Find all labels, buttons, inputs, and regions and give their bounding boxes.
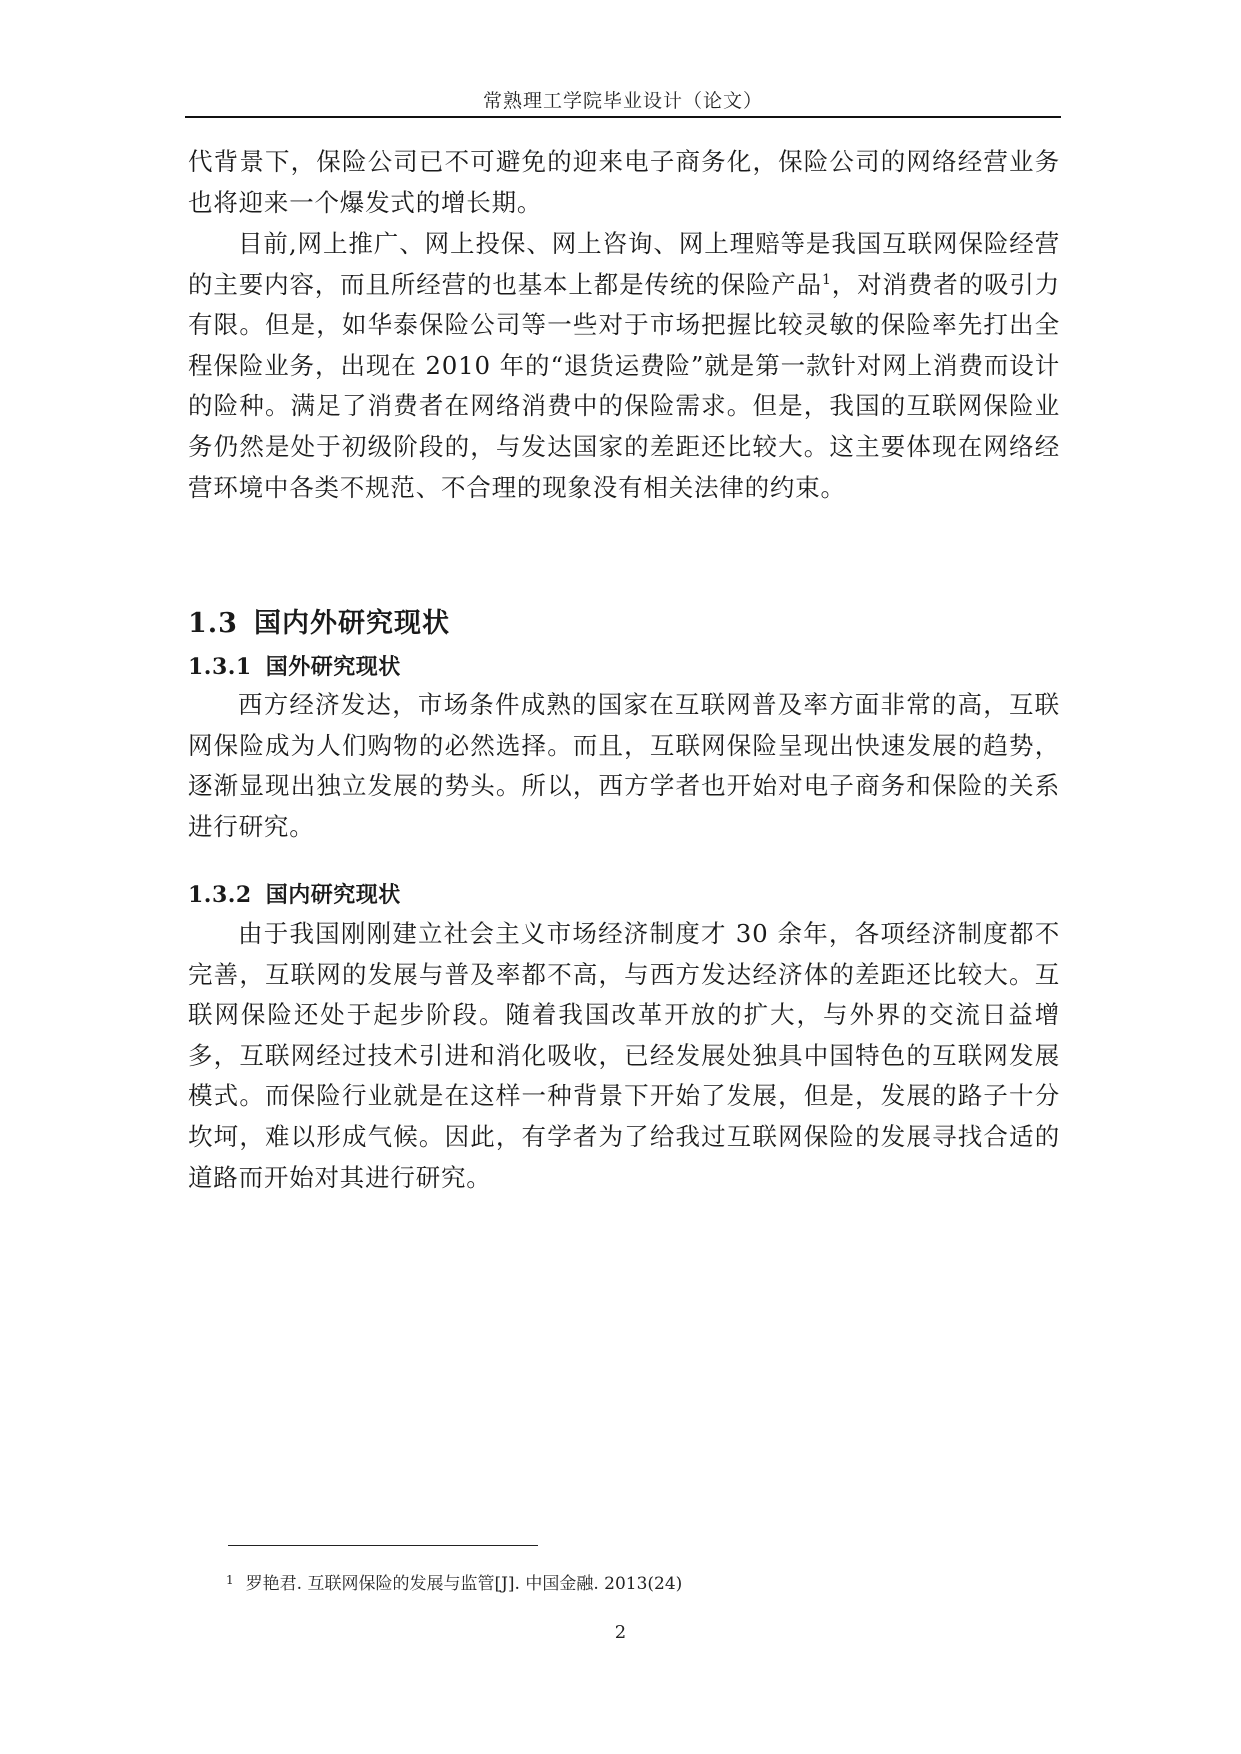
running-header: 常熟理工学院毕业设计（论文）	[482, 90, 763, 112]
subsection-heading-domestic	[188, 878, 401, 909]
paragraph-internet-insurance-status	[188, 224, 1060, 508]
footnote-text: 罗艳君. 互联网保险的发展与监管[J]. 中国金融. 2013(24)	[245, 1574, 683, 1594]
paragraph-foreign-research: 西方经济发达，市场条件成熟的国家在互联网普及率方面非常的高，互联网保险成为人们购物的必然选择。而且，互联网保险呈现出快速发展的趋势，逐渐显现出独立发展的势头。所以，西方学者也开始对电子商务和保险的关系进行研究。	[188, 690, 1060, 841]
section-heading	[188, 601, 450, 640]
page-number: 2	[614, 1622, 627, 1643]
paragraph-text-part2: ，对消费者的吸引力有限。但是，如华泰保险公司等一些对于市场把握比较灵敏的保险率先打出全程保险业务，出现在 2010 年的“退货运费险”就是第一款针对网上消费而设计的险种。满足了消费者在网络消费中的保险需求。但是，我国的互联网保险业务仍然是处于初级阶段的，与发达国家的差距还比较大。这主要体现在网络经营环境中各类不规范、不合理的现象没有相关法律的约束。	[188, 269, 1060, 502]
header-rule	[185, 116, 1061, 118]
section-title: 国内外研究现状	[253, 608, 450, 639]
section-number: 1.3	[188, 608, 238, 639]
footnote-mark: 1	[226, 1573, 234, 1587]
footnote	[226, 1569, 682, 1594]
subsection-title: 国内研究现状	[265, 882, 401, 908]
footnote-reference[interactable]: 1	[822, 271, 832, 288]
paragraph-text-part1: 目前,网上推广、网上投保、网上咨询、网上理赔等是我国互联网保险经营的主要内容，而且所经营的也基本上都是传统的保险产品	[188, 229, 1060, 299]
footnote-rule	[228, 1545, 538, 1546]
paragraph-continuation: 代背景下，保险公司已不可避免的迎来电子商务化，保险公司的网络经营业务也将迎来一个爆发式的增长期。	[188, 147, 1060, 217]
subsection-title: 国外研究现状	[265, 654, 401, 680]
subsection-heading-foreign	[188, 650, 401, 681]
subsection-number: 1.3.1	[188, 654, 252, 680]
subsection-number: 1.3.2	[188, 882, 252, 908]
paragraph-domestic-research: 由于我国刚刚建立社会主义市场经济制度才 30 余年，各项经济制度都不完善，互联网的发展与普及率都不高，与西方发达经济体的差距还比较大。互联网保险还处于起步阶段。随着我国改革开放的扩大，与外界的交流日益增多，互联网经过技术引进和消化吸收，已经发展处独具中国特色的互联网发展模式。而保险行业就是在这样一种背景下开始了发展，但是，发展的路子十分坎坷，难以形成气候。因此，有学者为了给我过互联网保险的发展寻找合适的道路而开始对其进行研究。	[188, 919, 1060, 1192]
